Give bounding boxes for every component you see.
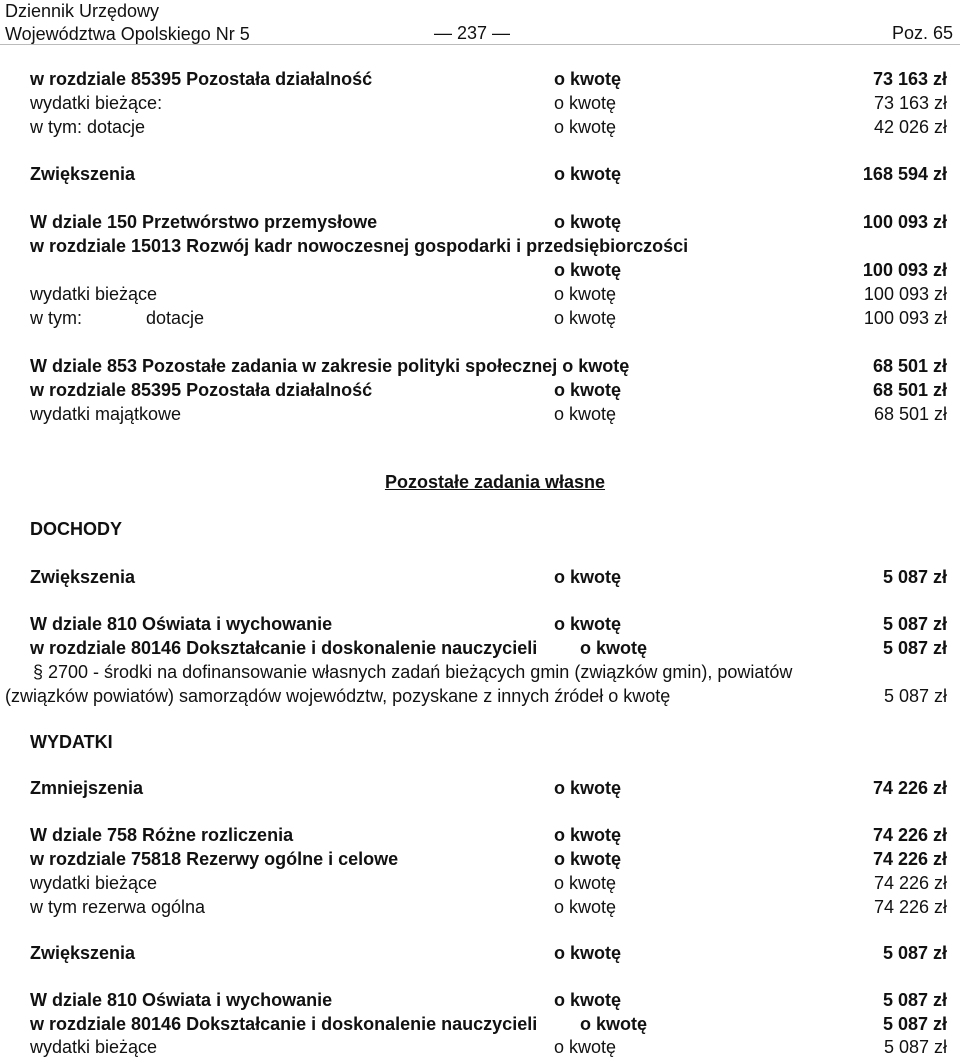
row-amount: 68 501 zł (872, 380, 947, 400)
row-mid: o kwotę (554, 849, 622, 869)
row-mid: o kwotę (580, 638, 648, 658)
budget-row (30, 402, 947, 426)
row-mid: o kwotę (554, 990, 622, 1010)
row-amount: 74 226 zł (872, 778, 947, 798)
row-amount: 73 163 zł (872, 69, 947, 89)
row-mid: o kwotę (554, 1037, 617, 1057)
row-label: w rozdziale 80146 Dokształcanie i doskonalenie nauczycieli (30, 638, 538, 658)
row-amount: 74 226 zł (872, 825, 947, 845)
budget-row (30, 258, 947, 282)
page-number: — 237 — (434, 23, 511, 43)
row-amount: 100 093 zł (862, 260, 947, 280)
row-amount: 74 226 zł (873, 897, 947, 917)
row-amount: 100 093 zł (863, 308, 947, 328)
section-heading-wydatki (30, 730, 947, 754)
row-label: w tym: dotacje (30, 117, 146, 137)
budget-row (30, 988, 947, 1012)
row-label: Zwiększenia (30, 164, 136, 184)
row-label: Zwiększenia (30, 943, 136, 963)
row-amount: 42 026 zł (873, 117, 947, 137)
section-title: Pozostałe zadania własne (384, 472, 606, 492)
paragraph-line2-text: (związków powiatów) samorządów województw, pozyskane z innych źródeł o kwotę (5, 686, 671, 706)
row-amount: 5 087 zł (882, 567, 947, 587)
heading-text: WYDATKI (30, 732, 113, 752)
row-amount: 5 087 zł (882, 990, 947, 1010)
row-mid: o kwotę (554, 778, 622, 798)
budget-row (30, 115, 947, 139)
row-amount: 100 093 zł (862, 212, 947, 232)
row-label: w tym rezerwa ogólna (30, 897, 206, 917)
budget-row (30, 67, 947, 91)
row-mid: o kwotę (554, 212, 622, 232)
row-label: W dziale 810 Oświata i wychowanie (30, 990, 333, 1010)
budget-row (30, 1012, 947, 1036)
row-label: wydatki bieżące (30, 284, 158, 304)
budget-row (30, 306, 947, 330)
budget-row (30, 847, 947, 871)
row-amount: 73 163 zł (873, 93, 947, 113)
row-label: W dziale 150 Przetwórstwo przemysłowe (30, 212, 378, 232)
row-mid: o kwotę (580, 1014, 648, 1034)
row-mid: o kwotę (554, 897, 617, 917)
row-mid: o kwotę (554, 164, 622, 184)
paragraph-amount: 5 087 zł (883, 686, 947, 706)
budget-row (30, 823, 947, 847)
budget-row (30, 162, 947, 186)
budget-row (30, 776, 947, 800)
row-mid: o kwotę (554, 380, 622, 400)
row-amount: 5 087 zł (882, 614, 947, 634)
row-amount: 68 501 zł (872, 356, 947, 376)
heading-text: DOCHODY (30, 519, 123, 539)
row-label: wydatki bieżące (30, 873, 158, 893)
row-amount: 5 087 zł (882, 638, 947, 658)
budget-row (30, 636, 947, 660)
row-mid: o kwotę (554, 567, 622, 587)
journal-title (5, 0, 250, 46)
budget-row (30, 941, 947, 965)
journal-title-line2: Województwa Opolskiego Nr 5 (5, 24, 250, 44)
row-amount: 74 226 zł (873, 873, 947, 893)
budget-row (30, 234, 947, 258)
journal-title-line1: Dziennik Urzędowy (5, 1, 160, 21)
row-mid: o kwotę (554, 825, 622, 845)
paragraph-line1: § 2700 - środki na dofinansowanie własnych zadań bieżących gmin (związków gmin), powiatów (33, 662, 793, 682)
row-amount: 168 594 zł (862, 164, 947, 184)
row-label: w rozdziale 85395 Pozostała działalność (30, 69, 373, 89)
row-mid: o kwotę (554, 614, 622, 634)
budget-row (30, 895, 947, 919)
row-label: Zmniejszenia (30, 778, 144, 798)
row-label: W dziale 810 Oświata i wychowanie (30, 614, 333, 634)
row-label: w rozdziale 15013 Rozwój kadr nowoczesnej gospodarki i przedsiębiorczości (30, 236, 689, 256)
row-label: w rozdziale 80146 Dokształcanie i doskonalenie nauczycieli (30, 1014, 538, 1034)
row-label: W dziale 853 Pozostałe zadania w zakresie polityki społecznej o kwotę (30, 356, 630, 376)
header-divider (0, 44, 960, 45)
row-label: w rozdziale 85395 Pozostała działalność (30, 380, 373, 400)
row-label: wydatki bieżące (30, 1037, 158, 1057)
row-label: w tym: (30, 308, 82, 328)
budget-row (30, 612, 947, 636)
row-mid: o kwotę (554, 873, 617, 893)
row-mid: o kwotę (554, 93, 617, 113)
row-mid: o kwotę (554, 308, 617, 328)
row-label: W dziale 758 Różne rozliczenia (30, 825, 294, 845)
row-mid: o kwotę (554, 117, 617, 137)
budget-row (30, 871, 947, 895)
budget-row (30, 354, 947, 378)
row-label: w rozdziale 75818 Rezerwy ogólne i celowe (30, 849, 399, 869)
budget-row (30, 378, 947, 402)
row-amount: 5 087 zł (882, 943, 947, 963)
budget-row (30, 210, 947, 234)
row-label-secondary: dotacje (146, 308, 205, 328)
budget-row (30, 282, 947, 306)
row-mid: o kwotę (554, 260, 622, 280)
row-mid: o kwotę (554, 404, 617, 424)
section-heading-dochody (30, 517, 947, 541)
row-amount: 74 226 zł (872, 849, 947, 869)
row-mid: o kwotę (554, 284, 617, 304)
position-number: Poz. 65 (891, 23, 953, 43)
row-label: wydatki bieżące: (30, 93, 163, 113)
row-amount: 100 093 zł (863, 284, 947, 304)
row-mid: o kwotę (554, 69, 622, 89)
row-amount: 5 087 zł (882, 1014, 947, 1034)
row-label: wydatki majątkowe (30, 404, 182, 424)
budget-row (30, 1035, 947, 1059)
paragraph-line2 (5, 684, 947, 708)
row-label: Zwiększenia (30, 567, 136, 587)
budget-row (30, 91, 947, 115)
budget-row (30, 565, 947, 589)
row-amount: 68 501 zł (873, 404, 947, 424)
row-mid: o kwotę (554, 943, 622, 963)
row-amount: 5 087 zł (883, 1037, 947, 1057)
